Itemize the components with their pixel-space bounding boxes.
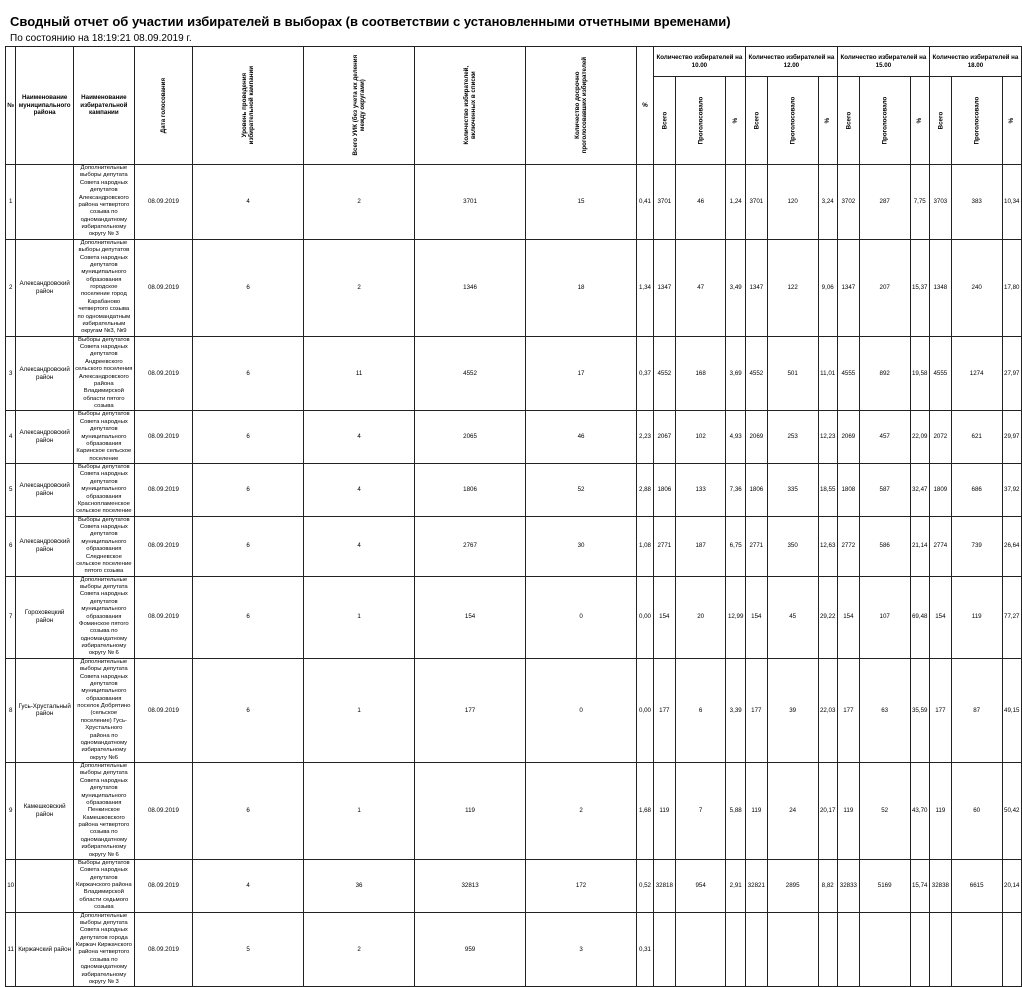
voted-10-cell: 187 bbox=[675, 516, 726, 576]
row-number-cell: 1 bbox=[6, 165, 16, 240]
total-12-cell: 177 bbox=[745, 658, 767, 762]
early-voted-cell: 52 bbox=[526, 464, 637, 517]
early-voted-cell: 15 bbox=[526, 165, 637, 240]
total-15-cell: 1347 bbox=[837, 239, 859, 336]
sub-header-pct bbox=[818, 77, 837, 165]
voted-12-cell: 24 bbox=[767, 763, 818, 860]
sub-header-voted bbox=[859, 77, 910, 165]
report-title: Сводный отчет об участии избирателей в выборах (в соответствии с установленными отчетными временами) bbox=[10, 14, 731, 29]
uik-count-cell: 2 bbox=[304, 165, 415, 240]
table-row bbox=[6, 912, 1022, 987]
total-18-cell: 177 bbox=[929, 658, 951, 762]
sub-header-pct bbox=[726, 77, 745, 165]
uik-count-cell: 1 bbox=[304, 763, 415, 860]
voted-10-cell bbox=[675, 912, 726, 987]
col-voters-header bbox=[415, 47, 526, 165]
total-12-cell: 1347 bbox=[745, 239, 767, 336]
district-name-cell: Александровский район bbox=[16, 464, 74, 517]
early-pct-cell: 1,68 bbox=[637, 763, 654, 860]
col-voters-label: Количество избирателей, включенных в списки bbox=[462, 65, 478, 145]
voters-count-cell: 3701 bbox=[415, 165, 526, 240]
sub-header-label: % bbox=[1008, 117, 1016, 123]
pct-10-cell: 4,93 bbox=[726, 411, 745, 464]
total-15-cell: 2069 bbox=[837, 411, 859, 464]
col-date-header bbox=[134, 47, 192, 165]
col-pct-header: % bbox=[637, 47, 654, 165]
turnout-table bbox=[5, 46, 1022, 987]
total-10-cell: 119 bbox=[653, 763, 675, 860]
sub-header-label: Проголосовало bbox=[697, 96, 705, 145]
total-18-cell: 119 bbox=[929, 763, 951, 860]
total-15-cell: 177 bbox=[837, 658, 859, 762]
voted-15-cell: 5169 bbox=[859, 859, 910, 912]
sub-header-voted bbox=[675, 77, 726, 165]
voted-15-cell: 587 bbox=[859, 464, 910, 517]
vote-date-cell: 08.09.2019 bbox=[134, 464, 192, 517]
pct-12-cell: 11,01 bbox=[818, 336, 837, 411]
group-header-12: Количество избирателей на 12.00 bbox=[745, 47, 837, 77]
voted-18-cell: 6615 bbox=[951, 859, 1002, 912]
total-18-cell: 154 bbox=[929, 576, 951, 658]
district-name-cell: Гусь-Хрустальный район bbox=[16, 658, 74, 762]
sub-header-label: Всего bbox=[936, 111, 944, 130]
voted-18-cell: 240 bbox=[951, 239, 1002, 336]
total-12-cell: 1806 bbox=[745, 464, 767, 517]
voted-10-cell: 46 bbox=[675, 165, 726, 240]
group-header-18: Количество избирателей на 18.00 bbox=[929, 47, 1021, 77]
pct-15-cell: 21,14 bbox=[910, 516, 929, 576]
sub-header-label: % bbox=[732, 117, 740, 123]
total-18-cell: 1348 bbox=[929, 239, 951, 336]
total-10-cell: 1806 bbox=[653, 464, 675, 517]
early-pct-cell: 1,34 bbox=[637, 239, 654, 336]
voted-15-cell: 52 bbox=[859, 763, 910, 860]
pct-18-cell: 17,80 bbox=[1002, 239, 1021, 336]
voted-18-cell: 739 bbox=[951, 516, 1002, 576]
pct-18-cell: 26,64 bbox=[1002, 516, 1021, 576]
early-voted-cell: 17 bbox=[526, 336, 637, 411]
total-18-cell: 4555 bbox=[929, 336, 951, 411]
col-date-label: Дата голосования bbox=[159, 77, 167, 133]
campaign-level-cell: 6 bbox=[193, 658, 304, 762]
sub-header-label: Всего bbox=[660, 111, 668, 130]
pct-12-cell bbox=[818, 912, 837, 987]
early-voted-cell: 18 bbox=[526, 239, 637, 336]
table-row bbox=[6, 763, 1022, 860]
pct-10-cell: 1,24 bbox=[726, 165, 745, 240]
sub-header-total bbox=[653, 77, 675, 165]
vote-date-cell: 08.09.2019 bbox=[134, 859, 192, 912]
col-early-header bbox=[526, 47, 637, 165]
pct-12-cell: 12,23 bbox=[818, 411, 837, 464]
pct-10-cell bbox=[726, 912, 745, 987]
voted-12-cell: 350 bbox=[767, 516, 818, 576]
pct-15-cell: 15,37 bbox=[910, 239, 929, 336]
total-12-cell bbox=[745, 912, 767, 987]
voted-10-cell: 6 bbox=[675, 658, 726, 762]
total-12-cell: 3701 bbox=[745, 165, 767, 240]
total-18-cell bbox=[929, 912, 951, 987]
table-row bbox=[6, 411, 1022, 464]
uik-count-cell: 4 bbox=[304, 411, 415, 464]
col-district-header: Наименование муниципального района bbox=[16, 47, 74, 165]
sub-header-label: % bbox=[824, 117, 832, 123]
total-12-cell: 154 bbox=[745, 576, 767, 658]
pct-10-cell: 3,39 bbox=[726, 658, 745, 762]
pct-15-cell: 19,58 bbox=[910, 336, 929, 411]
campaign-name-cell: Дополнительные выборы депутатов Совета народных депутатов муниципального образования городское поселение город Карабаново четвертого созыва по одномандатным избирательным округам №3, №9 bbox=[73, 239, 134, 336]
group-header-15: Количество избирателей на 15.00 bbox=[837, 47, 929, 77]
district-name-cell: Камешковский район bbox=[16, 763, 74, 860]
campaign-name-cell: Выборы депутатов Совета народных депутатов Киржачского района Владимирской области седьмого созыва bbox=[73, 859, 134, 912]
table-row bbox=[6, 239, 1022, 336]
campaign-level-cell: 6 bbox=[193, 576, 304, 658]
group-header-10: Количество избирателей на 10.00 bbox=[653, 47, 745, 77]
early-pct-cell: 0,00 bbox=[637, 576, 654, 658]
voted-12-cell: 120 bbox=[767, 165, 818, 240]
district-name-cell: Александровский район bbox=[16, 516, 74, 576]
col-uik-header bbox=[304, 47, 415, 165]
voted-10-cell: 954 bbox=[675, 859, 726, 912]
uik-count-cell: 36 bbox=[304, 859, 415, 912]
pct-18-cell: 20,14 bbox=[1002, 859, 1021, 912]
district-name-cell: Киржачский район bbox=[16, 912, 74, 987]
pct-15-cell: 32,47 bbox=[910, 464, 929, 517]
table-row bbox=[6, 516, 1022, 576]
early-voted-cell: 0 bbox=[526, 658, 637, 762]
row-number-cell: 4 bbox=[6, 411, 16, 464]
report-timestamp: По состоянию на 18:19:21 08.09.2019 г. bbox=[10, 33, 192, 44]
voters-count-cell: 119 bbox=[415, 763, 526, 860]
pct-12-cell: 3,24 bbox=[818, 165, 837, 240]
early-voted-cell: 30 bbox=[526, 516, 637, 576]
pct-12-cell: 12,63 bbox=[818, 516, 837, 576]
total-18-cell: 32838 bbox=[929, 859, 951, 912]
row-number-cell: 5 bbox=[6, 464, 16, 517]
total-15-cell: 32833 bbox=[837, 859, 859, 912]
pct-15-cell: 7,75 bbox=[910, 165, 929, 240]
voted-18-cell: 119 bbox=[951, 576, 1002, 658]
col-campaign-header: Наименование избирательной кампании bbox=[73, 47, 134, 165]
voted-18-cell: 686 bbox=[951, 464, 1002, 517]
row-number-cell: 3 bbox=[6, 336, 16, 411]
col-num-header: № bbox=[6, 47, 16, 165]
total-15-cell: 154 bbox=[837, 576, 859, 658]
voted-15-cell: 287 bbox=[859, 165, 910, 240]
vote-date-cell: 08.09.2019 bbox=[134, 658, 192, 762]
uik-count-cell: 4 bbox=[304, 464, 415, 517]
district-name-cell bbox=[16, 165, 74, 240]
total-10-cell: 4552 bbox=[653, 336, 675, 411]
early-pct-cell: 0,31 bbox=[637, 912, 654, 987]
voted-15-cell: 107 bbox=[859, 576, 910, 658]
vote-date-cell: 08.09.2019 bbox=[134, 912, 192, 987]
sub-header-total bbox=[837, 77, 859, 165]
sub-header-label: Проголосовало bbox=[789, 96, 797, 145]
early-voted-cell: 46 bbox=[526, 411, 637, 464]
pct-18-cell: 49,15 bbox=[1002, 658, 1021, 762]
campaign-name-cell: Выборы депутатов Совета народных депутатов муниципального образования Краснопламенское сельское поселение bbox=[73, 464, 134, 517]
vote-date-cell: 08.09.2019 bbox=[134, 411, 192, 464]
row-number-cell: 7 bbox=[6, 576, 16, 658]
pct-10-cell: 6,75 bbox=[726, 516, 745, 576]
uik-count-cell: 4 bbox=[304, 516, 415, 576]
vote-date-cell: 08.09.2019 bbox=[134, 576, 192, 658]
early-pct-cell: 2,88 bbox=[637, 464, 654, 517]
pct-18-cell: 29,97 bbox=[1002, 411, 1021, 464]
pct-10-cell: 5,88 bbox=[726, 763, 745, 860]
voters-count-cell: 2767 bbox=[415, 516, 526, 576]
sub-header-pct bbox=[910, 77, 929, 165]
pct-10-cell: 3,69 bbox=[726, 336, 745, 411]
campaign-level-cell: 6 bbox=[193, 411, 304, 464]
total-10-cell bbox=[653, 912, 675, 987]
district-name-cell: Александровский район bbox=[16, 336, 74, 411]
district-name-cell: Гороховецкий район bbox=[16, 576, 74, 658]
voted-15-cell: 586 bbox=[859, 516, 910, 576]
voted-12-cell: 2895 bbox=[767, 859, 818, 912]
total-10-cell: 177 bbox=[653, 658, 675, 762]
pct-12-cell: 8,82 bbox=[818, 859, 837, 912]
pct-12-cell: 22,03 bbox=[818, 658, 837, 762]
sub-header-label: Всего bbox=[752, 111, 760, 130]
voted-18-cell: 1274 bbox=[951, 336, 1002, 411]
header-row-1 bbox=[6, 47, 1022, 77]
total-10-cell: 3701 bbox=[653, 165, 675, 240]
campaign-name-cell: Выборы депутатов Совета народных депутатов Андреевского сельского поселения Александровского района Владимирской области пятого созыва bbox=[75, 336, 133, 409]
sub-header-pct bbox=[1002, 77, 1021, 165]
row-number-cell: 11 bbox=[6, 912, 16, 987]
row-number-cell: 10 bbox=[6, 859, 16, 912]
voted-10-cell: 7 bbox=[675, 763, 726, 860]
voted-12-cell: 501 bbox=[767, 336, 818, 411]
voters-count-cell: 959 bbox=[415, 912, 526, 987]
early-pct-cell: 0,00 bbox=[637, 658, 654, 762]
pct-10-cell: 7,36 bbox=[726, 464, 745, 517]
sub-header-label: % bbox=[916, 117, 924, 123]
pct-12-cell: 29,22 bbox=[818, 576, 837, 658]
pct-18-cell: 77,27 bbox=[1002, 576, 1021, 658]
pct-15-cell: 15,74 bbox=[910, 859, 929, 912]
pct-18-cell bbox=[1002, 912, 1021, 987]
col-uik-label: Всего УИК (без учета их деления между округами) bbox=[351, 54, 367, 156]
total-15-cell: 3702 bbox=[837, 165, 859, 240]
sub-header-total bbox=[929, 77, 951, 165]
campaign-level-cell: 6 bbox=[193, 763, 304, 860]
sub-header-total bbox=[745, 77, 767, 165]
district-name-cell: Александровский район bbox=[16, 411, 74, 464]
total-15-cell bbox=[837, 912, 859, 987]
campaign-name-cell: Дополнительные выборы депутата Совета народных депутатов Александровского района четвертого созыва по одномандатному избирательному округу № 3 bbox=[73, 165, 134, 240]
uik-count-cell: 1 bbox=[304, 576, 415, 658]
pct-10-cell: 3,49 bbox=[726, 239, 745, 336]
col-early-label: Количество досрочно проголосовавших избирателей bbox=[573, 56, 589, 154]
row-number-cell: 2 bbox=[6, 239, 16, 336]
voters-count-cell: 32813 bbox=[415, 859, 526, 912]
voted-18-cell: 60 bbox=[951, 763, 1002, 860]
total-12-cell: 2069 bbox=[745, 411, 767, 464]
voted-18-cell bbox=[951, 912, 1002, 987]
table-row bbox=[6, 464, 1022, 517]
pct-10-cell: 12,99 bbox=[726, 576, 745, 658]
pct-18-cell: 10,34 bbox=[1002, 165, 1021, 240]
campaign-name-cell: Дополнительные выборы депутата Совета народных депутатов муниципального образования Фоминское пятого созыва по одномандатному избирательному округу № 6 bbox=[73, 576, 134, 658]
vote-date-cell: 08.09.2019 bbox=[134, 763, 192, 860]
pct-12-cell: 18,55 bbox=[818, 464, 837, 517]
sub-header-voted bbox=[767, 77, 818, 165]
voted-15-cell: 457 bbox=[859, 411, 910, 464]
voters-count-cell: 1806 bbox=[415, 464, 526, 517]
voted-10-cell: 102 bbox=[675, 411, 726, 464]
table-row bbox=[6, 576, 1022, 658]
district-name-cell bbox=[16, 859, 74, 912]
table-row bbox=[6, 336, 1022, 411]
pct-15-cell: 43,70 bbox=[910, 763, 929, 860]
total-10-cell: 2771 bbox=[653, 516, 675, 576]
total-18-cell: 2072 bbox=[929, 411, 951, 464]
voted-12-cell: 45 bbox=[767, 576, 818, 658]
pct-12-cell: 20,17 bbox=[818, 763, 837, 860]
table-row bbox=[6, 658, 1022, 762]
campaign-level-cell: 6 bbox=[193, 239, 304, 336]
campaign-level-cell: 4 bbox=[193, 165, 304, 240]
col-level-label: Уровень проведения избирательной кампании bbox=[240, 65, 256, 145]
vote-date-cell: 08.09.2019 bbox=[134, 516, 192, 576]
pct-15-cell: 35,59 bbox=[910, 658, 929, 762]
vote-date-cell: 08.09.2019 bbox=[134, 239, 192, 336]
voted-12-cell bbox=[767, 912, 818, 987]
voters-count-cell: 4552 bbox=[415, 336, 526, 411]
voted-15-cell: 892 bbox=[859, 336, 910, 411]
total-15-cell: 1808 bbox=[837, 464, 859, 517]
campaign-level-cell: 6 bbox=[193, 516, 304, 576]
campaign-name-cell: Дополнительные выборы депутата Совета народных депутатов города Киржач Киржачского района четвертого созыва по одномандатному избирательному округу № 3 bbox=[73, 912, 134, 987]
pct-18-cell: 50,42 bbox=[1002, 763, 1021, 860]
uik-count-cell: 2 bbox=[304, 239, 415, 336]
campaign-name-cell: Дополнительные выборы депутата Совета народных депутатов муниципального образования Пенкинское Камешковского района четвертого созыва по одномандатному избирательному округу № 6 bbox=[73, 763, 134, 860]
sub-header-label: Проголосовало bbox=[881, 96, 889, 145]
voted-12-cell: 335 bbox=[767, 464, 818, 517]
total-12-cell: 4552 bbox=[745, 336, 767, 411]
voters-count-cell: 1346 bbox=[415, 239, 526, 336]
voted-18-cell: 383 bbox=[951, 165, 1002, 240]
early-pct-cell: 0,37 bbox=[637, 336, 654, 411]
campaign-level-cell: 5 bbox=[193, 912, 304, 987]
voters-count-cell: 2065 bbox=[415, 411, 526, 464]
pct-12-cell: 9,06 bbox=[818, 239, 837, 336]
early-pct-cell: 0,41 bbox=[637, 165, 654, 240]
total-15-cell: 4555 bbox=[837, 336, 859, 411]
voted-12-cell: 122 bbox=[767, 239, 818, 336]
total-12-cell: 2771 bbox=[745, 516, 767, 576]
voted-18-cell: 87 bbox=[951, 658, 1002, 762]
row-number-cell: 9 bbox=[6, 763, 16, 860]
early-voted-cell: 3 bbox=[526, 912, 637, 987]
total-10-cell: 1347 bbox=[653, 239, 675, 336]
pct-10-cell: 2,91 bbox=[726, 859, 745, 912]
early-voted-cell: 0 bbox=[526, 576, 637, 658]
total-18-cell: 2774 bbox=[929, 516, 951, 576]
table-row bbox=[6, 859, 1022, 912]
total-15-cell: 2772 bbox=[837, 516, 859, 576]
uik-count-cell: 11 bbox=[304, 336, 415, 411]
voters-count-cell: 154 bbox=[415, 576, 526, 658]
voters-count-cell: 177 bbox=[415, 658, 526, 762]
total-12-cell: 119 bbox=[745, 763, 767, 860]
voted-10-cell: 47 bbox=[675, 239, 726, 336]
table-row bbox=[6, 165, 1022, 240]
pct-15-cell: 22,09 bbox=[910, 411, 929, 464]
early-pct-cell: 1,08 bbox=[637, 516, 654, 576]
voted-12-cell: 39 bbox=[767, 658, 818, 762]
total-18-cell: 3703 bbox=[929, 165, 951, 240]
uik-count-cell: 1 bbox=[304, 658, 415, 762]
total-18-cell: 1809 bbox=[929, 464, 951, 517]
pct-15-cell: 69,48 bbox=[910, 576, 929, 658]
row-number-cell: 6 bbox=[6, 516, 16, 576]
campaign-level-cell: 6 bbox=[193, 336, 304, 411]
voted-15-cell: 207 bbox=[859, 239, 910, 336]
early-pct-cell: 0,52 bbox=[637, 859, 654, 912]
row-number-cell: 8 bbox=[6, 658, 16, 762]
campaign-name-cell: Выборы депутатов Совета народных депутатов муниципального образования Следневское сельское поселение пятого созыва bbox=[73, 516, 134, 576]
voted-12-cell: 253 bbox=[767, 411, 818, 464]
pct-18-cell: 37,92 bbox=[1002, 464, 1021, 517]
voted-10-cell: 168 bbox=[675, 336, 726, 411]
voted-15-cell bbox=[859, 912, 910, 987]
campaign-name-cell: Выборы депутатов Совета народных депутатов муниципального образования Каринское сельское поселение bbox=[73, 411, 134, 464]
total-10-cell: 2067 bbox=[653, 411, 675, 464]
total-12-cell: 32821 bbox=[745, 859, 767, 912]
campaign-level-cell: 6 bbox=[193, 464, 304, 517]
total-15-cell: 119 bbox=[837, 763, 859, 860]
sub-header-label: Всего bbox=[844, 111, 852, 130]
total-10-cell: 154 bbox=[653, 576, 675, 658]
voted-10-cell: 133 bbox=[675, 464, 726, 517]
early-pct-cell: 2,23 bbox=[637, 411, 654, 464]
voted-15-cell: 63 bbox=[859, 658, 910, 762]
campaign-level-cell: 4 bbox=[193, 859, 304, 912]
sub-header-voted bbox=[951, 77, 1002, 165]
district-name-cell: Александровский район bbox=[16, 239, 74, 336]
pct-15-cell bbox=[910, 912, 929, 987]
sub-header-label: Проголосовало bbox=[973, 96, 981, 145]
voted-10-cell: 20 bbox=[675, 576, 726, 658]
voted-18-cell: 621 bbox=[951, 411, 1002, 464]
pct-18-cell: 27,97 bbox=[1002, 336, 1021, 411]
total-10-cell: 32818 bbox=[653, 859, 675, 912]
early-voted-cell: 172 bbox=[526, 859, 637, 912]
vote-date-cell: 08.09.2019 bbox=[134, 336, 192, 411]
early-voted-cell: 2 bbox=[526, 763, 637, 860]
col-level-header bbox=[193, 47, 304, 165]
uik-count-cell: 2 bbox=[304, 912, 415, 987]
campaign-name-cell: Дополнительные выборы депутата Совета народных депутатов муниципального образования поселок Добрятино (сельское поселение) Гусь-Хрустального района по одномандатному избирательному округу №6 bbox=[73, 658, 134, 762]
vote-date-cell: 08.09.2019 bbox=[134, 165, 192, 240]
